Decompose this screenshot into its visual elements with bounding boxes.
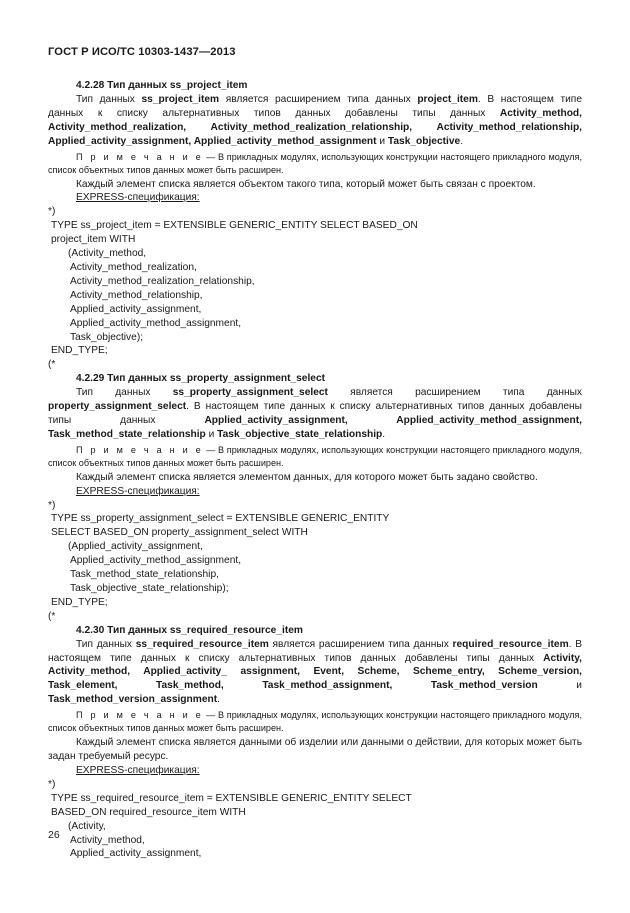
note: [48, 709, 582, 735]
note-text: — В прикладных модулях, использующих конструкции настоящего прикладного модуля, список объектных типов данных может быть расширен.: [48, 710, 583, 734]
code-comment-close: *): [48, 778, 56, 790]
note-text: — В прикладных модулях, использующих конструкции настоящего прикладного модуля, список объектных типов данных может быть расширен.: [48, 151, 583, 175]
code-line: Applied_activity_method_assignment,: [70, 317, 242, 329]
note-label: П р и м е ч а н и е: [76, 444, 204, 455]
code-line: Task_objective);: [70, 331, 144, 343]
code-comment-close: *): [48, 206, 56, 218]
section: [48, 79, 582, 372]
code-line: TYPE ss_property_assignment_select = EXTENSIBLE GENERIC_ENTITY: [51, 513, 390, 525]
code-line: (Applied_activity_assignment,: [68, 541, 203, 553]
express-spec-label-text: EXPRESS-спецификация:: [76, 764, 200, 776]
bold-term: Activity_method, Activity_method_realization, Activity_method_realization_relationship, Activity_method_relationship, Applied_activity_assignment, Applied_activity_method_assignment: [48, 107, 582, 147]
section-explanation: Каждый элемент списка является объектом такого типа, который может быть связан с проектом.: [76, 178, 536, 190]
description-text: .: [460, 135, 464, 147]
code-line: Applied_activity_method_assignment,: [70, 555, 242, 567]
note-label: П р и м е ч а н и е: [76, 710, 204, 721]
section: [48, 624, 582, 862]
description-text: . В настоящем типе данных к списку альтернативных типов данных добавлены типы данных: [48, 638, 582, 664]
code-line: Applied_activity_assignment,: [70, 848, 202, 860]
section-heading: 4.2.28 Тип данных ss_project_item: [76, 80, 248, 91]
note: [48, 444, 582, 470]
note: [48, 151, 582, 177]
section-description: [48, 638, 582, 708]
note-label: П р и м е ч а н и е: [76, 151, 204, 162]
code-line: BASED_ON required_resource_item WITH: [51, 806, 246, 818]
code-comment-close: *): [48, 499, 56, 511]
code-comment-open: (*: [48, 359, 56, 371]
code-line: TYPE ss_required_resource_item = EXTENSIBLE GENERIC_ENTITY SELECT: [51, 792, 412, 804]
bold-term: ss_property_assignment_select: [172, 387, 328, 399]
description-text: . В настоящем типе данных к списку альтернативных типов данных добавлены типы данных: [48, 401, 582, 426]
bold-term: Task_objective: [387, 135, 461, 147]
code-line: Applied_activity_assignment,: [70, 303, 202, 315]
description-text: Тип данных: [76, 93, 142, 105]
bold-term: ss_project_item: [141, 93, 220, 105]
express-spec-label: [48, 191, 582, 205]
bold-term: Activity, Activity_method, Applied_activity_ assignment, Event, Scheme, Scheme_entry, Scheme_version, Task_element, Task_method, Task_method_assignment, Task_method_version: [48, 652, 582, 692]
section-description: [48, 93, 582, 149]
express-spec-label: [48, 485, 582, 499]
bold-term: ss_required_resource_item: [135, 638, 269, 650]
description-text: . В настоящем типе данных к списку альтернативных типов данных добавлены типы данных: [48, 93, 582, 119]
code-line: END_TYPE;: [51, 596, 108, 608]
code-line: END_TYPE;: [51, 345, 108, 357]
description-text: является расширением типа данных: [268, 638, 453, 650]
description-text: .: [382, 428, 386, 440]
express-spec-label: [48, 764, 582, 778]
code-line: (Activity_method,: [68, 248, 147, 260]
bold-term: Task_objective_state_relationship: [217, 428, 383, 440]
express-spec-label-text: EXPRESS-спецификация:: [76, 192, 200, 204]
bold-term: required_resource_item: [452, 638, 569, 650]
code-line: Activity_method_realization_relationship,: [70, 275, 255, 287]
note-text: — В прикладных модулях, использующих конструкции настоящего прикладного модуля, список объектных типов данных может быть расширен.: [48, 444, 583, 468]
description-text: и: [376, 135, 388, 147]
description-text: и: [205, 428, 218, 440]
description-text: .: [217, 694, 220, 706]
description-text: и: [537, 680, 582, 692]
code-comment-open: (*: [48, 610, 56, 622]
code-line: TYPE ss_project_item = EXTENSIBLE GENERIC_ENTITY SELECT BASED_ON: [51, 220, 418, 232]
page-number: 26: [48, 829, 60, 841]
code-line: project_item WITH: [51, 234, 136, 246]
bold-term: project_item: [417, 93, 478, 105]
section-explanation: Каждый элемент списка является данными об изделии или данными о действии, для которых может быть задан требуемый ресурс.: [48, 737, 582, 763]
code-line: Task_method_state_relationship,: [70, 569, 219, 581]
code-line: Activity_method_relationship,: [70, 289, 203, 301]
description-text: является расширением типа данных: [327, 387, 582, 399]
section-heading: 4.2.30 Тип данных ss_required_resource_item: [76, 624, 303, 636]
document-body: [48, 79, 582, 861]
bold-term: Applied_activity_assignment, Applied_activity_method_assignment, Task_method_state_relationship: [48, 414, 582, 440]
code-line: Task_objective_state_relationship);: [70, 583, 229, 594]
code-line: Activity_method_realization,: [70, 261, 197, 273]
code-line: Activity_method,: [70, 834, 145, 846]
bold-term: Task_method_version_assignment: [48, 694, 218, 706]
section-explanation: Каждый элемент списка является элементом данных, для которого может быть задано свойство.: [76, 471, 538, 483]
code-line: (Activity,: [68, 820, 106, 832]
description-text: Тип данных: [76, 387, 173, 399]
express-spec-label-text: EXPRESS-спецификация:: [76, 485, 200, 497]
description-text: является расширением типа данных: [219, 93, 418, 105]
document-header: ГОСТ Р ИСО/ТС 10303-1437—2013: [48, 46, 236, 58]
description-text: Тип данных: [76, 638, 136, 650]
section-description: [48, 386, 582, 442]
section: [48, 372, 582, 624]
code-line: SELECT BASED_ON property_assignment_select WITH: [51, 527, 308, 539]
bold-term: property_assignment_select: [48, 401, 187, 413]
section-heading: 4.2.29 Тип данных ss_property_assignment_select: [76, 373, 326, 385]
